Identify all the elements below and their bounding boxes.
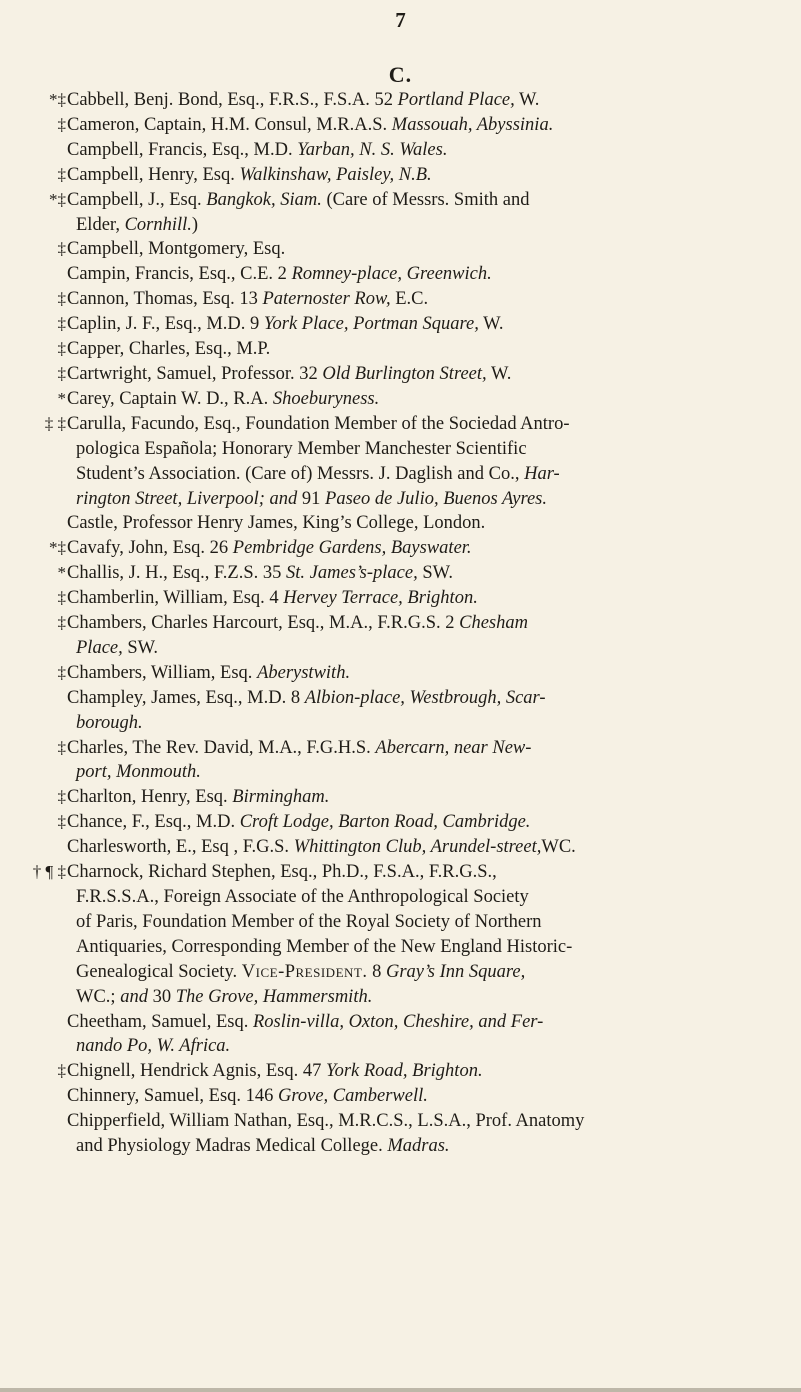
- entry-marker: ‡: [57, 588, 66, 608]
- entry-text: 30: [147, 986, 176, 1007]
- entry-text: WC.;: [76, 986, 121, 1007]
- entry-text: Cabbell, Benj. Bond, Esq., F.R.S., F.S.A. 52: [67, 90, 398, 110]
- entry-text: Castle, Professor Henry James, King’s College, London.: [67, 513, 486, 534]
- entry-text: ): [191, 214, 199, 235]
- member-entry: [0, 362, 801, 387]
- entry-line: [0, 860, 801, 885]
- address-text: The Grove, Hammersmith.: [175, 986, 373, 1007]
- member-entry: [0, 337, 801, 362]
- entry-text: Cartwright, Samuel, Professor. 32: [67, 363, 323, 384]
- entry-line: [0, 1059, 801, 1084]
- member-entry: [0, 1109, 801, 1159]
- address-text: Bangkok, Siam.: [206, 189, 322, 210]
- member-entry: [0, 88, 801, 113]
- entry-text: W.: [486, 363, 512, 384]
- entry-line: [0, 213, 801, 238]
- member-entry: [0, 661, 801, 686]
- entry-line: [0, 885, 801, 910]
- address-text: Abercarn, near New-: [375, 737, 532, 758]
- entry-marker: ‡: [57, 339, 66, 359]
- entry-text: Chambers, Charles Harcourt, Esq., M.A., F.R.G.S. 2: [67, 613, 460, 634]
- entry-line: [0, 312, 801, 337]
- entry-line: [0, 785, 801, 810]
- entry-line: [0, 910, 801, 935]
- entry-text: Cavafy, John, Esq. 26: [67, 538, 233, 559]
- entry-text: Charlton, Henry, Esq.: [67, 787, 233, 808]
- entry-line: [0, 960, 801, 985]
- entry-line: [0, 561, 801, 586]
- entry-marker: ‡: [57, 662, 66, 682]
- address-text: Croft Lodge, Barton Road, Cambridge.: [239, 812, 531, 833]
- entry-text: Campin, Francis, Esq., C.E. 2: [67, 264, 292, 285]
- member-entry: [0, 138, 801, 163]
- entry-line: [0, 810, 801, 835]
- entry-line: [0, 113, 801, 138]
- entry-text: Charles, The Rev. David, M.A., F.G.H.S.: [67, 737, 376, 758]
- entry-text: WC.: [541, 837, 576, 858]
- address-text: Cornhill.: [124, 214, 192, 235]
- member-entry: [0, 1010, 801, 1060]
- entry-line: [0, 661, 801, 686]
- member-entry: [0, 785, 801, 810]
- address-text: Har-: [524, 463, 560, 484]
- entry-marker: ‡: [57, 737, 66, 757]
- address-text: Place,: [76, 637, 123, 658]
- entry-text: Cameron, Captain, H.M. Consul, M.R.A.S.: [67, 114, 392, 135]
- entry-text: Charlesworth, E., Esq , F.G.S.: [67, 837, 294, 858]
- entry-line: [0, 337, 801, 362]
- member-entry: [0, 312, 801, 337]
- entry-text: Antiquaries, Corresponding Member of the New England Historic-: [76, 936, 573, 957]
- entry-line: [0, 188, 801, 213]
- member-entry: [0, 586, 801, 611]
- entry-text: Chamberlin, William, Esq. 4: [67, 588, 284, 609]
- entry-text: Elder,: [76, 214, 125, 235]
- member-entry: [0, 412, 801, 512]
- entry-text: Chance, F., Esq., M.D.: [67, 812, 240, 833]
- member-entry: [0, 860, 801, 1009]
- member-entry: [0, 536, 801, 561]
- entry-marker: ‡: [57, 289, 66, 309]
- address-text: Pembridge Gardens, Bayswater.: [232, 538, 472, 559]
- address-text: Aberystwith.: [257, 662, 351, 683]
- entry-marker: ‡: [57, 613, 66, 633]
- entry-line: [0, 636, 801, 661]
- address-text: Gray’s Inn Square,: [385, 961, 526, 982]
- entry-line: [0, 686, 801, 711]
- entry-marker: ‡: [57, 314, 66, 334]
- address-text: Massouah, Abyssinia.: [391, 114, 554, 135]
- member-entry: [0, 1059, 801, 1084]
- address-text: Portland Place,: [397, 90, 515, 110]
- entry-line: [0, 163, 801, 188]
- entry-line: [0, 287, 801, 312]
- entry-marker: ‡: [57, 239, 66, 259]
- address-text: York Place, Portman Square,: [263, 314, 479, 335]
- entry-text: Chambers, William, Esq.: [67, 662, 258, 683]
- entry-marker: ‡: [57, 164, 66, 184]
- address-text: Paternoster Row,: [262, 289, 391, 310]
- entry-line: [0, 362, 801, 387]
- entry-line: [0, 985, 801, 1010]
- entry-marker: *: [57, 563, 66, 583]
- entry-text: E.C.: [390, 289, 429, 310]
- entry-marker: ‡: [57, 1061, 66, 1081]
- entry-text: (Care of Messrs. Smith and: [321, 189, 530, 210]
- address-text: Yarban, N. S. Wales.: [297, 139, 448, 160]
- address-text: Birmingham.: [232, 787, 330, 808]
- entry-line: [0, 437, 801, 462]
- entry-text: 8: [367, 961, 386, 982]
- entry-line: [0, 536, 801, 561]
- entry-text: Chinnery, Samuel, Esq. 146: [67, 1086, 279, 1107]
- entry-marker: ‡: [57, 363, 66, 383]
- entry-text: SW.: [417, 563, 454, 584]
- entry-text: Campbell, Francis, Esq., M.D.: [67, 139, 298, 160]
- entry-line: [0, 736, 801, 761]
- entry-marker: *‡: [49, 189, 66, 209]
- entry-line: [0, 412, 801, 437]
- entry-line: [0, 511, 801, 536]
- address-text: and: [120, 986, 148, 1007]
- entry-marker: *: [57, 388, 66, 408]
- address-text: Shoeburyness.: [272, 388, 380, 409]
- entry-text: Campbell, Montgomery, Esq.: [67, 239, 286, 260]
- entry-text: 91: [297, 488, 326, 509]
- entry-text: Campbell, Henry, Esq.: [67, 164, 240, 185]
- address-text: Grove, Camberwell.: [278, 1086, 428, 1107]
- page-number: 7: [395, 8, 406, 32]
- address-text: nando Po, W. Africa.: [76, 1036, 231, 1057]
- address-text: Romney-place, Greenwich.: [291, 264, 492, 285]
- entry-text: Vice-President.: [241, 961, 368, 982]
- member-entry: [0, 511, 801, 536]
- address-text: rington Street, Liverpool; and: [76, 488, 298, 509]
- entry-line: [0, 760, 801, 785]
- entry-marker: ‡: [57, 787, 66, 807]
- entry-text: Chignell, Hendrick Agnis, Esq. 47: [67, 1061, 326, 1082]
- member-entry: [0, 287, 801, 312]
- address-text: Madras.: [387, 1136, 450, 1157]
- entry-text: F.R.S.S.A., Foreign Associate of the Anthropological Society: [76, 887, 529, 907]
- entry-text: pologica Española; Honorary Member Manchester Scientific: [76, 438, 527, 459]
- entry-text: Genealogical Society.: [76, 961, 242, 982]
- entry-line: [0, 1134, 801, 1159]
- entry-line: [0, 711, 801, 736]
- entry-text: Cheetham, Samuel, Esq.: [67, 1011, 253, 1032]
- address-text: borough.: [76, 712, 143, 733]
- entry-text: Campbell, J., Esq.: [67, 189, 207, 210]
- entry-text: of Paris, Foundation Member of the Royal Society of Northern: [76, 911, 542, 932]
- entry-text: Student’s Association. (Care of) Messrs. J. Daglish and Co.,: [76, 463, 525, 484]
- entry-text: W.: [478, 314, 504, 335]
- entry-line: [0, 88, 801, 113]
- member-entry: [0, 835, 801, 860]
- entry-marker: *‡: [49, 538, 66, 558]
- member-entry: [0, 387, 801, 412]
- address-text: York Road, Brighton.: [325, 1061, 483, 1082]
- entry-line: [0, 237, 801, 262]
- entry-marker: ‡: [57, 812, 66, 832]
- member-entry: [0, 1084, 801, 1109]
- member-entry: [0, 163, 801, 188]
- entry-line: [0, 935, 801, 960]
- entry-text: W.: [514, 90, 540, 110]
- entry-marker: † ¶ ‡: [32, 862, 66, 882]
- entry-text: Carey, Captain W. D., R.A.: [67, 388, 273, 409]
- section-letter: C.: [388, 62, 413, 87]
- member-entry: [0, 611, 801, 661]
- address-text: Chesham: [459, 613, 528, 634]
- member-entry: [0, 686, 801, 736]
- entry-marker: *‡: [49, 90, 66, 109]
- address-text: Paseo de Julio, Buenos Ayres.: [325, 488, 548, 509]
- entry-line: [0, 387, 801, 412]
- scan-edge: [0, 1388, 801, 1392]
- entry-line: [0, 1010, 801, 1035]
- entry-line: [0, 586, 801, 611]
- entry-marker: ‡: [57, 114, 66, 134]
- member-entry: [0, 113, 801, 138]
- entry-text: and Physiology Madras Medical College.: [76, 1136, 388, 1157]
- member-list: [0, 88, 801, 1159]
- entry-line: [0, 487, 801, 512]
- entry-text: Champley, James, Esq., M.D. 8: [67, 687, 305, 708]
- address-text: St. James’s-place,: [286, 563, 418, 584]
- address-text: Old Burlington Street,: [322, 363, 487, 384]
- entry-line: [0, 835, 801, 860]
- address-text: Walkinshaw, Paisley, N.B.: [239, 164, 432, 185]
- address-text: Albion-place, Westbrough, Scar-: [304, 687, 546, 708]
- entry-text: Charnock, Richard Stephen, Esq., Ph.D., F.S.A., F.R.G.S.,: [67, 862, 497, 883]
- entry-line: [0, 1109, 801, 1134]
- entry-line: [0, 138, 801, 163]
- entry-marker: ‡ ‡: [44, 413, 66, 433]
- address-text: Hervey Terrace, Brighton.: [283, 588, 478, 609]
- member-entry: [0, 188, 801, 238]
- member-entry: [0, 237, 801, 262]
- member-entry: [0, 561, 801, 586]
- entry-line: [0, 1084, 801, 1109]
- address-text: Whittington Club, Arundel-street,: [293, 837, 542, 858]
- address-text: port, Monmouth.: [76, 762, 201, 783]
- member-entry: [0, 810, 801, 835]
- member-entry: [0, 736, 801, 786]
- address-text: Roslin-villa, Oxton, Cheshire, and Fer-: [253, 1011, 544, 1032]
- entry-text: Capper, Charles, Esq., M.P.: [67, 339, 271, 360]
- entry-text: Caplin, J. F., Esq., M.D. 9: [67, 314, 264, 335]
- entry-line: [0, 462, 801, 487]
- member-entry: [0, 262, 801, 287]
- entry-line: [0, 1034, 801, 1059]
- entry-text: Chipperfield, William Nathan, Esq., M.R.C.S., L.S.A., Prof. Anatomy: [67, 1111, 585, 1132]
- entry-text: Cannon, Thomas, Esq. 13: [67, 289, 263, 310]
- entry-text: Carulla, Facundo, Esq., Foundation Member of the Sociedad Antro-: [67, 413, 570, 434]
- entry-line: [0, 611, 801, 636]
- entry-line: [0, 262, 801, 287]
- entry-text: Challis, J. H., Esq., F.Z.S. 35: [67, 563, 287, 584]
- entry-text: SW.: [122, 637, 159, 658]
